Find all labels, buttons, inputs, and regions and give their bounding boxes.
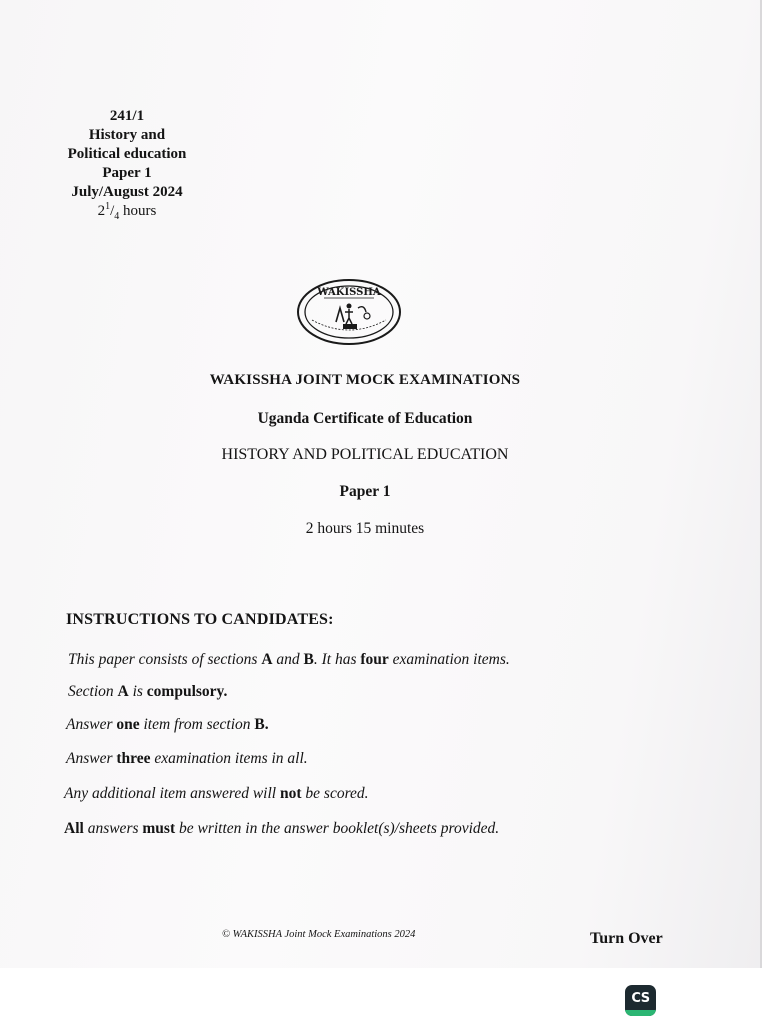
certificate-title: Uganda Certificate of Education bbox=[257, 410, 473, 427]
logo-text: WAKISSHA bbox=[317, 287, 381, 298]
instr1-part-c: and bbox=[272, 651, 304, 668]
instr1-count: four bbox=[360, 651, 389, 668]
paper-duration: $2^1/_4$ hours bbox=[97, 201, 157, 222]
instruction-line-1 bbox=[68, 651, 510, 669]
instruction-line-6 bbox=[64, 820, 499, 838]
instr2-part-c: is bbox=[128, 683, 147, 700]
paper-title: Paper 1 bbox=[339, 483, 391, 500]
instructions-heading: INSTRUCTIONS TO CANDIDATES: bbox=[66, 611, 334, 628]
exam-title: WAKISSHA JOINT MOCK EXAMINATIONS bbox=[209, 372, 521, 388]
duration-text: 2 hours 15 minutes bbox=[305, 520, 425, 537]
instr3-part-c: item from section bbox=[139, 716, 255, 733]
instr3-section: B. bbox=[254, 716, 269, 733]
instr6-part-b: answers bbox=[83, 820, 143, 837]
instr2-compulsory: compulsory. bbox=[146, 683, 228, 700]
instruction-line-5 bbox=[64, 785, 369, 803]
subject-title: HISTORY AND POLITICAL EDUCATION bbox=[221, 446, 509, 463]
instr4-part-a: Answer bbox=[66, 750, 117, 767]
camscanner-icon[interactable] bbox=[625, 985, 656, 1016]
instr3-part-a: Answer bbox=[66, 716, 117, 733]
duration-whole: 2 bbox=[97, 203, 106, 219]
instr1-part-e: . It has bbox=[313, 651, 361, 668]
paper-code: 241/1 bbox=[109, 108, 145, 124]
instr6-part-d: be written in the answer booklet(s)/sheets provided. bbox=[175, 820, 500, 837]
instr4-three: three bbox=[116, 750, 151, 767]
duration-denominator: 4 bbox=[114, 211, 120, 222]
copyright-notice: © WAKISSHA Joint Mock Examinations 2024 bbox=[222, 929, 416, 940]
instr1-part-g: examination items. bbox=[388, 651, 510, 668]
instr5-not: not bbox=[279, 785, 302, 802]
instr2-section: A bbox=[117, 683, 129, 700]
instr2-part-a: Section bbox=[68, 683, 118, 700]
instr3-one: one bbox=[116, 716, 140, 733]
instr5-part-a: Any additional item answered will bbox=[64, 785, 280, 802]
duration-unit: hours bbox=[119, 203, 157, 219]
subject-line-2: Political education bbox=[67, 146, 187, 162]
paper-number: Paper 1 bbox=[102, 165, 152, 181]
instr1-section-a: A bbox=[261, 651, 273, 668]
instruction-line-4 bbox=[66, 750, 308, 768]
instr1-part-a: This paper consists of sections bbox=[68, 651, 262, 668]
wakissha-seal-logo bbox=[296, 278, 402, 346]
instr5-part-c: be scored. bbox=[301, 785, 369, 802]
paper-header bbox=[52, 107, 202, 221]
exam-session: July/August 2024 bbox=[71, 184, 183, 200]
instruction-line-2 bbox=[68, 683, 227, 701]
instruction-line-3 bbox=[66, 716, 269, 734]
instr1-section-b: B bbox=[303, 651, 314, 668]
duration-numerator: 1 bbox=[105, 201, 111, 212]
turn-over-label: Turn Over bbox=[590, 930, 663, 947]
camscanner-badge-text: CS bbox=[631, 991, 650, 1006]
instr6-all: All bbox=[64, 820, 84, 837]
instr4-part-c: examination items in all. bbox=[150, 750, 308, 767]
instr6-must: must bbox=[142, 820, 176, 837]
subject-line-1: History and bbox=[88, 127, 166, 143]
